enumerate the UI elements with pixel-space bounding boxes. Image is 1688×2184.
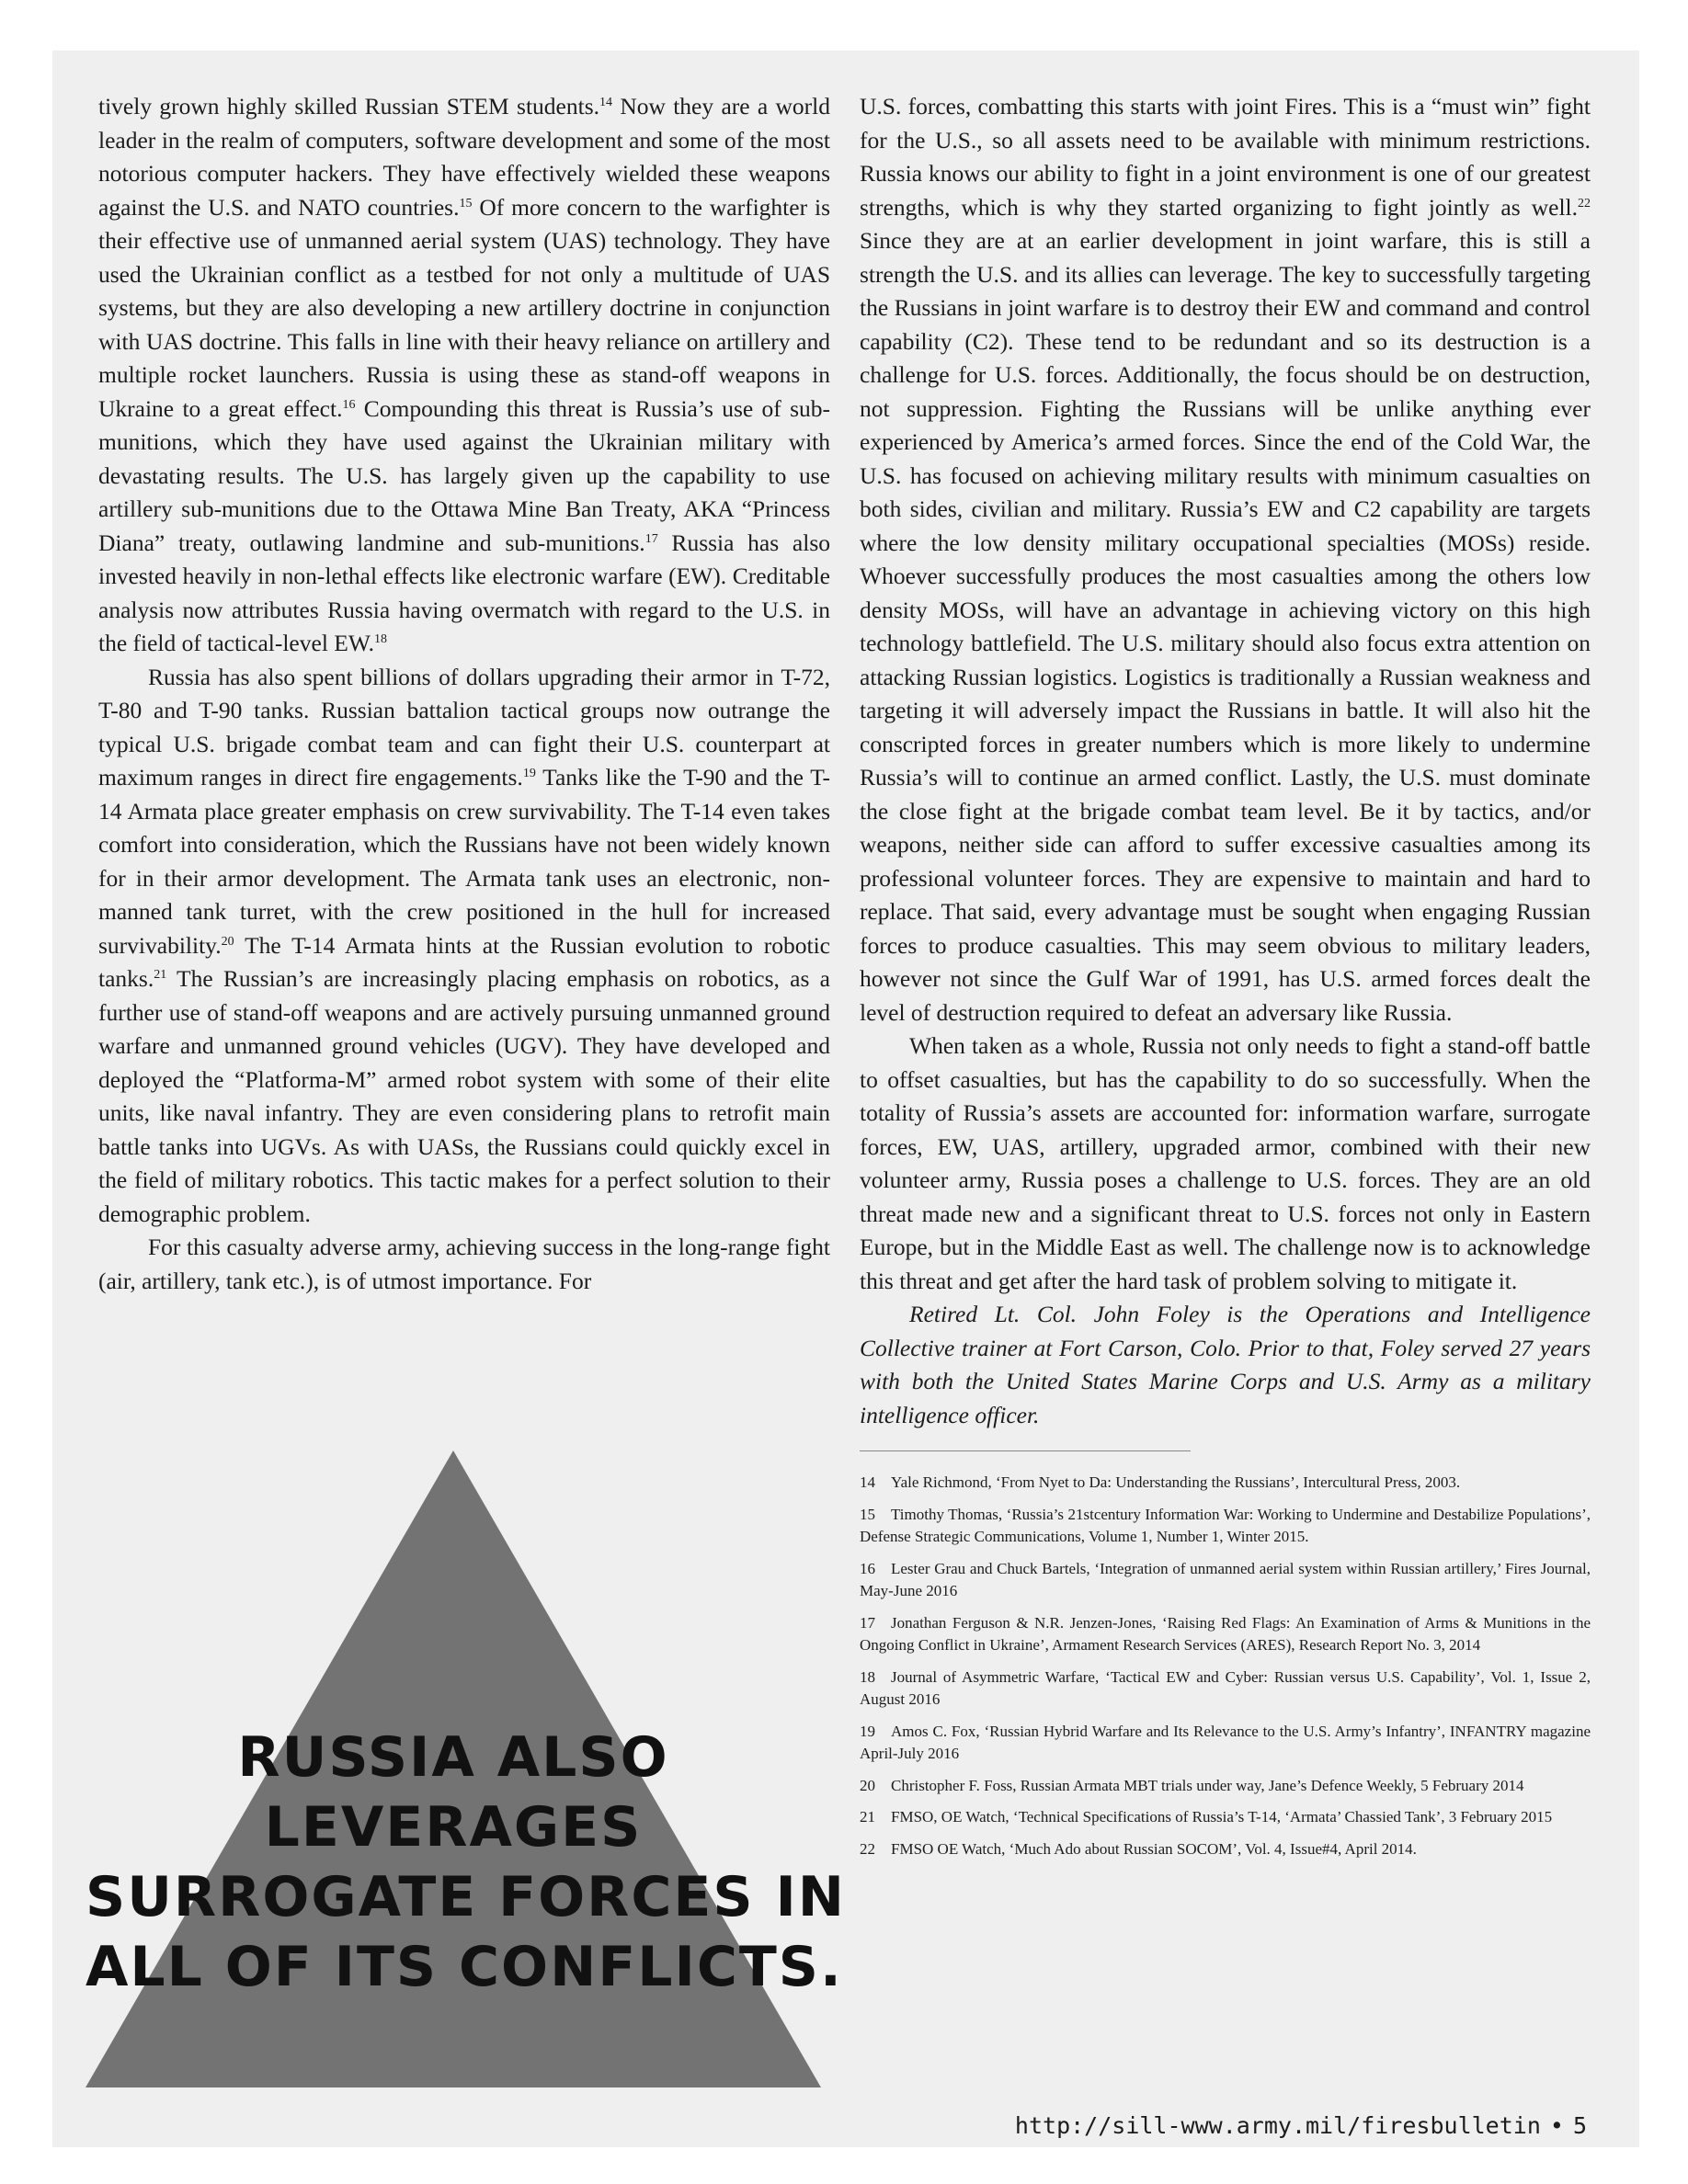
pull-quote xyxy=(86,1450,847,2087)
page-footer xyxy=(1015,2112,1587,2139)
pull-quote-line: LEVERAGES xyxy=(264,1795,643,1860)
footnote: 21 FMSO, OE Watch, ‘Technical Specifications of Russia’s T-14, ‘Armata’ Chassied Tank’, 3 February 2015 xyxy=(860,1808,1553,1826)
article-paragraph: Russia has also spent billions of dollars upgrading their armor in T-72, T-80 and T-90 tanks. Russian battalion tactical groups now outrange the typical U.S. brigade combat team and can fight their U.S. counterpart at maximum ranges in direct fire engagements.$^{19}$ Tanks like the T-90 and the T-14 Armata place greater emphasis on crew survivability. The T-14 even takes comfort into consideration, which the Russians have not been widely known for in their armor development. The Armata tank uses an electronic, non-manned tank turret, with the crew positioned in the hull for increased survivability.$^{20}$ The T-14 Armata hints at the Russian evolution to robotic tanks.$^{21}$ The Russian’s are increasingly placing emphasis on robotics, as a further use of stand-off weapons and are actively pursuing unmanned ground warfare and unmanned ground vehicles (UGV). They have developed and deployed the “Platforma-M” armed robot system with some of their elite units, like naval infantry. They are even considering plans to retrofit main battle tanks into UGVs. As with UASs, the Russians could quickly excel in the field of military robotics. This tactic makes for a perfect solution to their demographic problem. xyxy=(98,663,830,1227)
footnotes xyxy=(860,1472,1591,1860)
left-column xyxy=(98,90,830,1298)
footer-separator: • xyxy=(1549,2112,1564,2139)
footnote: 16 Lester Grau and Chuck Bartels, ‘Integration of unmanned aerial system within Russian artillery,’ Fires Journal, May-June 2016 xyxy=(860,1559,1591,1599)
pull-quote-line: RUSSIA ALSO xyxy=(237,1725,669,1790)
footnote-ref[interactable]: 15 xyxy=(459,196,473,210)
footnote-ref[interactable]: 21 xyxy=(154,968,167,982)
article-paragraph: When taken as a whole, Russia not only needs to fight a stand-off battle to offset casualties, but has the capability to do so successfully. When the totality of Russia’s assets are accounted for: information warfare, surrogate forces, EW, UAS, artillery, upgraded armor, combined with their new volunteer army, Russia poses a challenge to U.S. forces. They are an old threat made new and a significant threat to U.S. forces not only in Eastern Europe, but in the Middle East as well. The challenge now is to acknowledge this threat and get after the hard task of problem solving to mitigate it. xyxy=(860,1032,1591,1294)
article-paragraph: For this casualty adverse army, achieving success in the long-range fight (air, artillery, tank etc.), is of utmost importance. For xyxy=(98,1234,830,1294)
footnote-ref[interactable]: 19 xyxy=(522,767,536,780)
footnote-ref[interactable]: 17 xyxy=(644,531,658,546)
footer-url[interactable]: http://sill-www.army.mil/firesbulletin xyxy=(1014,2112,1541,2139)
footnote-ref[interactable]: 16 xyxy=(342,397,356,412)
author-bio: Retired Lt. Col. John Foley is the Operations and Intelligence Collective trainer at Fort Carson, Colo. Prior to that, Foley served 27 years with both the United States Marine Corps and U.S. Army as a military intelligence officer. xyxy=(860,1301,1591,1428)
article-paragraph: tively grown highly skilled Russian STEM students.$^{14}$ Now they are a world leader in the realm of computers, software development and some of the most notorious computer hackers. They have effectively wielded these weapons against the U.S. and NATO countries.$^{15}$ Of more concern to the warfighter is their effective use of unmanned aerial system (UAS) technology. They have used the Ukrainian conflict as a testbed for not only a multitude of UAS systems, but they are also developing a new artillery doctrine in conjunction with UAS doctrine. This falls in line with their heavy reliance on artillery and multiple rocket launchers. Russia is using these as stand-off weapons in Ukraine to a great effect.$^{16}$ Compounding this threat is Russia’s use of sub-munitions, which they have used against the Ukrainian military with devastating results. The U.S. has largely given up the capability to use artillery sub-munitions due to the Ottawa Mine Ban Treaty, AKA “Princess Diana” treaty, outlawing landmine and sub-munitions.$^{17}$ Russia has also invested heavily in non-lethal effects like electronic warfare (EW). Creditable analysis now attributes Russia having overmatch with regard to the U.S. in the field of tactical-level EW.$^{18}$ xyxy=(98,93,831,656)
pull-quote-line: ALL OF ITS CONFLICTS. xyxy=(86,1935,843,1999)
footnote-ref[interactable]: 18 xyxy=(373,632,387,646)
page-number: 5 xyxy=(1572,2112,1587,2139)
footnote-divider xyxy=(860,1450,1191,1451)
pull-quote-line: SURROGATE FORCES IN xyxy=(86,1865,847,1929)
footnote: 17 Jonathan Ferguson & N.R. Jenzen-Jones, ‘Raising Red Flags: An Examination of Arms & Munitions in the Ongoing Conflict in Ukraine’, Armament Research Services (ARES), Research Report No. 3, 2014 xyxy=(860,1613,1591,1654)
right-column xyxy=(860,90,1591,1870)
footnote-ref[interactable]: 22 xyxy=(1578,196,1591,210)
footnote: 15 Timothy Thomas, ‘Russia’s 21stcentury Information War: Working to Undermine and Destabilize Populations’, Defense Strategic Communications, Volume 1, Number 1, Winter 2015. xyxy=(860,1505,1591,1545)
footnote: 19 Amos C. Fox, ‘Russian Hybrid Warfare and Its Relevance to the U.S. Army’s Infantry’, INFANTRY magazine April-July 2016 xyxy=(860,1722,1591,1762)
article-paragraph: U.S. forces, combatting this starts with joint Fires. This is a “must win” fight for the U.S., so all assets need to be available with minimum restrictions. Russia knows our ability to fight in a joint environment is one of our greatest strengths, which is why they started organizing to fight jointly as well.$^{22}$ Since they are at an earlier development in joint warfare, this is still a strength the U.S. and its allies can leverage. The key to successfully targeting the Russians in joint warfare is to destroy their EW and command and control capability (C2). These tend to be redundant and so its destruction is a challenge for U.S. forces. Additionally, the focus should be on destruction, not suppression. Fighting the Russians will be unlike anything ever experienced by America’s armed forces. Since the end of the Cold War, the U.S. has focused on achieving military results with minimum casualties on both sides, civilian and military. Russia’s EW and C2 capability are targets where the low density military occupational specialties (MOSs) reside. Whoever successfully produces the most casualties among the others low density MOSs, will have an advantage in achieving victory on this high technology battlefield. The U.S. military should also focus extra attention on attacking Russian logistics. Logistics is traditionally a Russian weakness and targeting it will adversely impact the Russians in battle. It will also hit the conscripted forces in greater numbers which is more likely to undermine Russia’s will to continue an armed conflict. Lastly, the U.S. must dominate the close fight at the brigade combat team level. Be it by tactics, and/or weapons, neither side can afford to suffer excessive casualties among its professional volunteer forces. They are expensive to maintain and hard to replace. That said, every advantage must be sought when engaging Russian forces to produce casualties. This may seem obvious to military leaders, however not since the Gulf War of 1991, has U.S. armed forces dealt the level of destruction required to defeat an adversary like Russia. xyxy=(860,93,1591,1026)
footnote: 18 Journal of Asymmetric Warfare, ‘Tactical EW and Cyber: Russian versus U.S. Capability’, Vol. 1, Issue 2, August 2016 xyxy=(860,1667,1591,1708)
footnote-ref[interactable]: 20 xyxy=(221,934,234,949)
footnote: 20 Christopher F. Foss, Russian Armata MBT trials under way, Jane’s Defence Weekly, 5 February 2014 xyxy=(860,1776,1524,1794)
footnote: 22 FMSO OE Watch, ‘Much Ado about Russian SOCOM’, Vol. 4, Issue#4, April 2014. xyxy=(860,1839,1417,1858)
pull-quote-text xyxy=(86,1723,847,2002)
footnote: 14 Yale Richmond, ‘From Nyet to Da: Understanding the Russians’, Intercultural Press, 2003. xyxy=(860,1473,1461,1491)
footnote-ref[interactable]: 14 xyxy=(599,96,613,109)
